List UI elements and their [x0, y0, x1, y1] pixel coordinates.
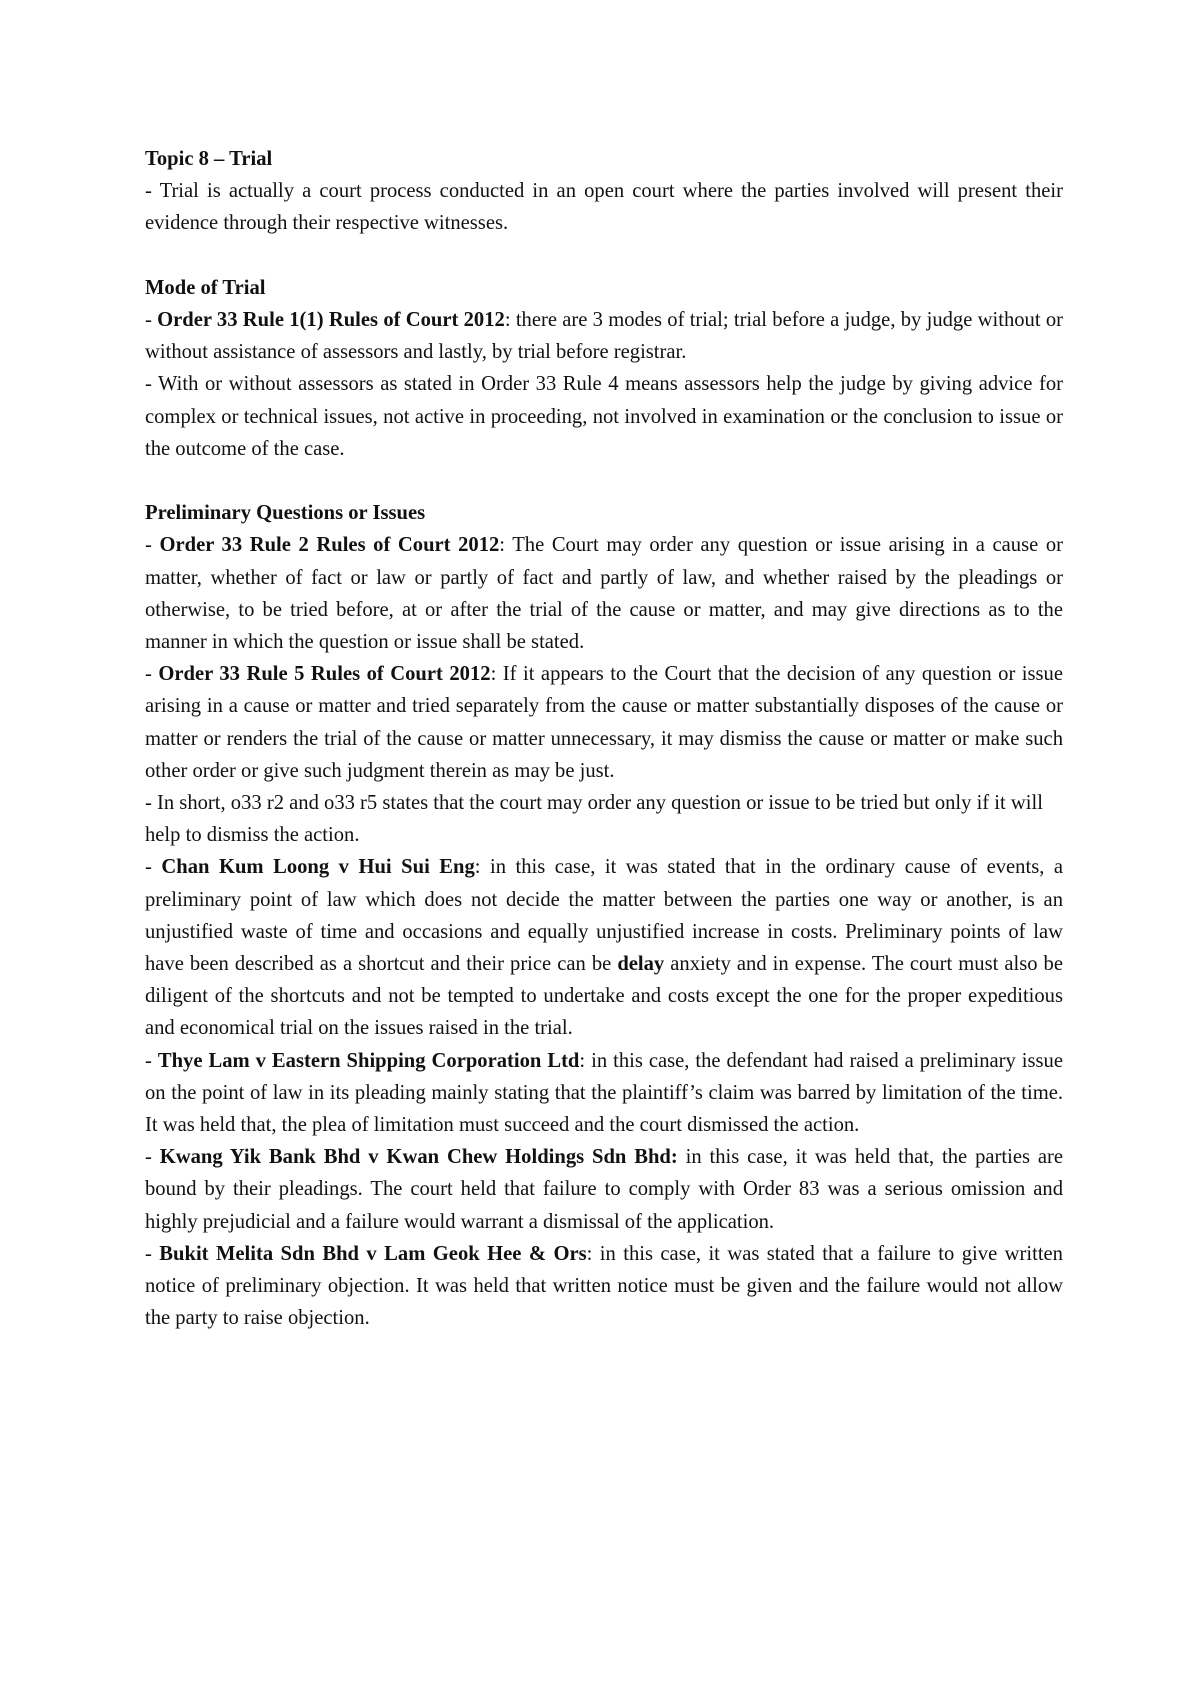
paragraph-order-33-rule-1 — [145, 304, 1063, 368]
citation-bold: Order 33 Rule 1(1) Rules of Court 2012 — [157, 309, 505, 331]
paragraph-in-short: - In short, o33 r2 and o33 r5 states that the court may order any question or issue to be tried but only if it will help to dismiss the action. — [145, 792, 1043, 847]
paragraph-order-33-rule-5 — [145, 658, 1063, 787]
spacer — [145, 240, 1063, 272]
paragraph-text: : The Court may order any question or issue arising in a cause or matter, whether of fact or law or partly of fact and partly of law, and whether raised by the pleadings or otherwise, to be tried before, at or after the trial of the cause or matter, and may give directions as to the manner in which the question or issue shall be stated. — [145, 534, 1063, 654]
paragraph-bukit-melita — [145, 1238, 1063, 1335]
document-page — [145, 143, 1063, 1334]
citation-bold: Thye Lam v Eastern Shipping Corporation Ltd — [157, 1049, 580, 1072]
paragraph-prefix: - — [145, 1049, 158, 1072]
paragraph-prefix: - — [145, 1146, 160, 1169]
paragraph-prefix: - — [145, 663, 159, 686]
paragraph-prefix: - — [145, 856, 162, 879]
citation-bold: Order 33 Rule 2 Rules of Court 2012 — [159, 534, 500, 557]
paragraph-assessors: - With or without assessors as stated in Order 33 Rule 4 means assessors help the judge by giving advice for complex or technical issues, not active in proceeding, not involved in examination or the conclusion to issue or the outcome of the case. — [145, 373, 1063, 460]
paragraph-prefix: - — [145, 1242, 160, 1265]
paragraph-prefix: - — [145, 309, 158, 331]
section-heading-preliminary-questions: Preliminary Questions or Issues — [145, 502, 426, 525]
spacer — [145, 465, 1063, 497]
citation-bold: Order 33 Rule 5 Rules of Court 2012 — [158, 663, 491, 686]
paragraph-text: in this case, it was held that, the parties are bound by their pleadings. The court held that failure to comply with Order 83 was a serious omission and highly prejudicial and a failure would warrant a dismissal of the application. — [145, 1146, 1063, 1233]
paragraph-prefix: - — [145, 534, 160, 557]
paragraph-text: : If it appears to the Court that the decision of any question or issue arising in a cause or matter and tried separately from the cause or matter substantially disposes of the cause or matter or renders the trial of the cause or matter unnecessary, it may dismiss the cause or matter or make such other order or give such judgment therein as may be just. — [145, 663, 1063, 782]
paragraph-text: : there are 3 modes of trial; trial before a judge, by judge without or without assistance of assessors and lastly, by trial before registrar. — [145, 309, 1063, 364]
paragraph-thye-lam — [145, 1045, 1063, 1142]
section-heading-mode-of-trial: Mode of Trial — [145, 276, 266, 299]
paragraph-order-33-rule-2 — [145, 529, 1063, 658]
paragraph-kwang-yik — [145, 1141, 1063, 1238]
citation-bold: Kwang Yik Bank Bhd v Kwan Chew Holdings Sdn Bhd: — [159, 1146, 678, 1169]
citation-bold: Chan Kum Loong v Hui Sui Eng — [161, 856, 475, 879]
paragraph-text: : in this case, it was stated that in the ordinary cause of events, a preliminary point of law which does not decide the matter between the parties one way or another, is an unjustified waste of time and occasions and equally unjustified increase in costs. Preliminary points of law have been described as a shortcut and their price can be — [145, 856, 1064, 976]
citation-bold: Bukit Melita Sdn Bhd v Lam Geok Hee & Ors — [159, 1242, 587, 1265]
paragraph-text: anxiety and in expense. The court must also be diligent of the shortcuts and not be tempted to undertake and costs except the one for the proper expeditious and economical trial on the issues raised in the trial. — [145, 953, 1063, 1040]
document-title: Topic 8 – Trial — [145, 148, 273, 170]
paragraph-chan-kum-loong — [145, 851, 1063, 1044]
emphasis-bold: delay — [617, 953, 665, 976]
paragraph-text: : in this case, it was stated that a failure to give written notice of preliminary objection. It was held that written notice must be given and the failure would not allow the party to raise objection. — [145, 1242, 1063, 1330]
paragraph-text: : in this case, the defendant had raised a preliminary issue on the point of law in its pleading mainly stating that the plaintiff’s claim was barred by limitation of the time. It was held that, the plea of limitation must succeed and the court dismissed the action. — [145, 1049, 1063, 1137]
intro-paragraph: - Trial is actually a court process conducted in an open court where the parties involved will present their evidence through their respective witnesses. — [145, 180, 1063, 235]
